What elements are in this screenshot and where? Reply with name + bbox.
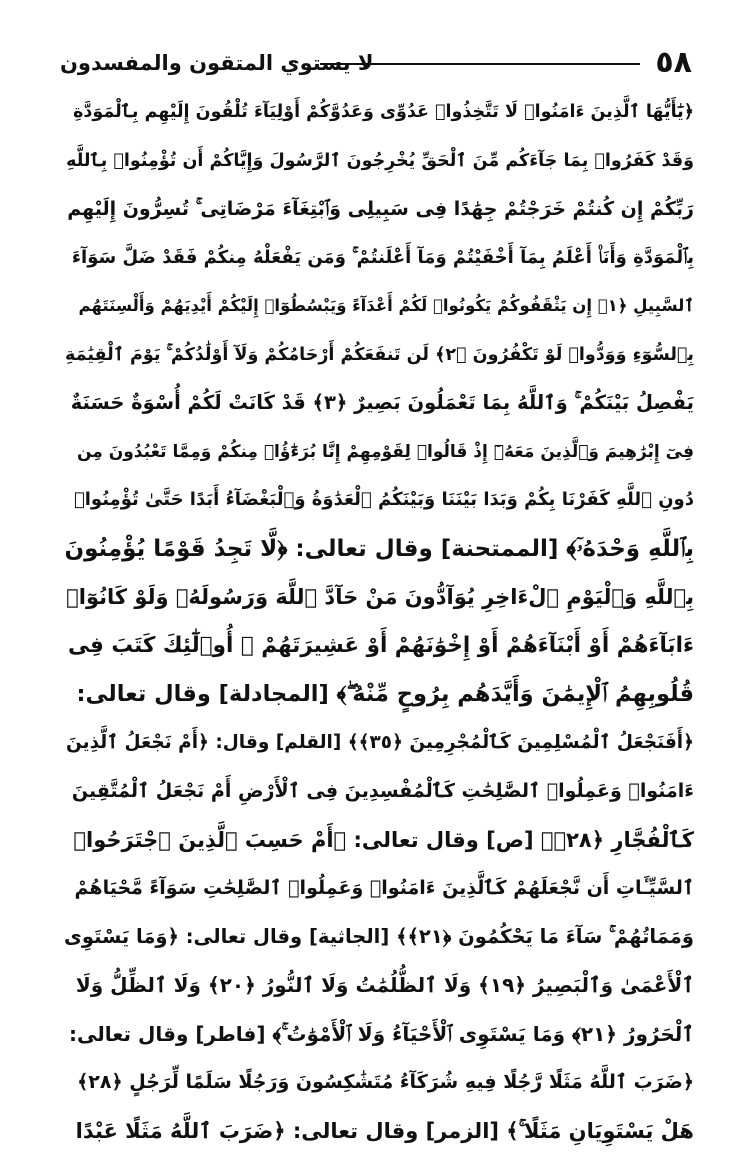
line-text: بِٱللَّهِ وَٱلْيَوْمِ ٱلْءَاخِرِ يُوَآدُّونَ مَنْ حَآدَّ ٱللَّهَ وَرَسُولَهُۥ وَلَوْ كَانُوٓا۟ — [66, 573, 694, 622]
text-line — [64, 864, 694, 913]
line-text: ٱلسَّبِيلِ ﴿١﴾ إِن يَثْقَفُوكُمْ يَكُونُوا۟ لَكُمْ أَعْدَآءً وَيَبْسُطُوٓا۟ إِلَيْكُمْ أَيْدِيَهُمْ وَأَلْسِنَتَهُم — [79, 282, 694, 331]
line-text: ٱلسَّيِّـَٔاتِ أَن نَّجْعَلَهُمْ كَٱلَّذِينَ ءَامَنُوا۟ وَعَمِلُوا۟ ٱلصَّٰلِحَٰتِ سَوَآءً مَّحْيَاهُمْ — [75, 864, 694, 913]
text-line — [64, 961, 694, 1010]
line-text: وَمَمَاتُهُمْ ۚ سَآءَ مَا يَحْكُمُونَ ﴿٢١﴾﴾ [الجاثية] وقال تعالى: ﴿وَمَا يَسْتَوِى — [64, 913, 694, 962]
line-text: دُونِ ٱللَّهِ كَفَرْنَا بِكُمْ وَبَدَا بَيْنَنَا وَبَيْنَكُمُ ٱلْعَدَٰوَةُ وَٱلْبَغْضَآءُ أَبَدًا حَتَّىٰ تُؤْمِنُوا۟ — [74, 476, 694, 525]
text-line — [64, 525, 694, 574]
line-text: بِٱلْمَوَدَّةِ وَأَنَا۠ أَعْلَمُ بِمَآ أَخْفَيْتُمْ وَمَآ أَعْلَنتُمْ ۚ وَمَن يَفْعَلْهُ مِنكُمْ فَقَدْ ضَلَّ سَوَآءَ — [72, 234, 694, 283]
text-line — [64, 428, 694, 477]
text-line — [64, 379, 694, 428]
page-number: ٥٨ — [655, 46, 692, 80]
text-line — [64, 137, 694, 186]
text-line — [64, 816, 694, 865]
line-text: ﴿أَفَنَجْعَلُ ٱلْمُسْلِمِينَ كَٱلْمُجْرِمِينَ ﴿٣٥﴾﴾ [القلم] وقال: ﴿أَمْ نَجْعَلُ ٱلَّذِينَ — [66, 719, 694, 768]
text-line — [64, 1107, 694, 1155]
line-text: وَقَدْ كَفَرُوا۟ بِمَا جَآءَكُم مِّنَ ٱلْحَقِّ يُخْرِجُونَ ٱلرَّسُولَ وَإِيَّاكُمْ أَن تُؤْمِنُوا۟ بِٱللَّهِ — [66, 137, 694, 186]
text-line — [64, 185, 694, 234]
text-line — [64, 622, 694, 671]
text-line — [64, 476, 694, 525]
text-line — [64, 1058, 694, 1107]
line-text: قُلُوبِهِمُ ٱلْإِيمَٰنَ وَأَيَّدَهُم بِرُوحٍ مِّنْهُ ۖ﴾ [المجادلة] وقال تعالى: — [77, 670, 695, 719]
line-text: هَلْ يَسْتَوِيَانِ مَثَلًا ۚ﴾ [الزمر] وقال تعالى: ﴿ضَرَبَ ٱللَّهُ مَثَلًا عَبْدًا — [76, 1107, 694, 1155]
text-line — [64, 282, 694, 331]
text-line — [64, 331, 694, 380]
text-line — [64, 234, 694, 283]
text-line — [64, 573, 694, 622]
line-text: ٱلْحَرُورُ ﴿٢١﴾ وَمَا يَسْتَوِى ٱلْأَحْيَآءُ وَلَا ٱلْأَمْوَٰتُ ۚ﴾ [فاطر] وقال تعالى: — [69, 1010, 694, 1059]
line-text: ﴿يَٰٓأَيُّهَا ٱلَّذِينَ ءَامَنُوا۟ لَا تَتَّخِذُوا۟ عَدُوِّى وَعَدُوَّكُمْ أَوْلِيَآءَ تُلْقُونَ إِلَيْهِم بِٱلْمَوَدَّةِ — [73, 88, 694, 137]
line-text: ﴿ضَرَبَ ٱللَّهُ مَثَلًا رَّجُلًا فِيهِ شُرَكَآءُ مُتَشَٰكِسُونَ وَرَجُلًا سَلَمًا لِّرَجُلٍ ﴿٢٨﴾ — [77, 1058, 694, 1107]
page-header — [60, 44, 692, 84]
text-line — [64, 913, 694, 962]
text-line — [64, 767, 694, 816]
line-text: كَٱلْفُجَّارِ ﴿٢٨﴾﴾ [ص] وقال تعالى: ﴿أَمْ حَسِبَ ٱلَّذِينَ ٱجْتَرَحُوا۟ — [73, 816, 694, 865]
text-line — [64, 719, 694, 768]
running-title: لا يستوي المتقون والمفسدون — [60, 48, 374, 78]
line-text: فِىٓ إِبْرَٰهِيمَ وَٱلَّذِينَ مَعَهُۥٓ إِذْ قَالُوا۟ لِقَوْمِهِمْ إِنَّا بُرَءَٰٓؤُا۟ مِنكُمْ وَمِمَّا تَعْبُدُونَ مِن — [77, 428, 694, 477]
text-line — [64, 1010, 694, 1059]
text-line — [64, 88, 694, 137]
body-text — [64, 88, 694, 1155]
line-text: ءَامَنُوا۟ وَعَمِلُوا۟ ٱلصَّٰلِحَٰتِ كَٱلْمُفْسِدِينَ فِى ٱلْأَرْضِ أَمْ نَجْعَلُ ٱلْمُتَّقِينَ — [72, 767, 694, 816]
line-text: رَبِّكُمْ إِن كُنتُمْ خَرَجْتُمْ جِهَٰدًا فِى سَبِيلِى وَٱبْتِغَآءَ مَرْضَاتِى ۚ تُسِرُّونَ إِلَيْهِم — [67, 185, 694, 234]
line-text: بِٱلسُّوٓءِ وَوَدُّوا۟ لَوْ تَكْفُرُونَ ﴿٢﴾ لَن تَنفَعَكُمْ أَرْحَامُكُمْ وَلَآ أَوْلَٰدُكُمْ ۚ يَوْمَ ٱلْقِيَٰمَةِ — [65, 331, 694, 380]
text-line — [64, 670, 694, 719]
line-text: يَفْصِلُ بَيْنَكُمْ ۚ وَٱللَّهُ بِمَا تَعْمَلُونَ بَصِيرٌ ﴿٣﴾ قَدْ كَانَتْ لَكُمْ أُسْوَةٌ حَسَنَةٌ — [71, 379, 694, 428]
line-text: ٱلْأَعْمَىٰ وَٱلْبَصِيرُ ﴿١٩﴾ وَلَا ٱلظُّلُمَٰتُ وَلَا ٱلنُّورُ ﴿٢٠﴾ وَلَا ٱلظِّلُّ وَلَا — [76, 961, 694, 1010]
line-text: بِٱللَّهِ وَحْدَهُۥٓ﴾ [الممتحنة] وقال تعالى: ﴿لَّا تَجِدُ قَوْمًا يُؤْمِنُونَ — [64, 525, 694, 574]
line-text: ءَابَآءَهُمْ أَوْ أَبْنَآءَهُمْ أَوْ إِخْوَٰنَهُمْ أَوْ عَشِيرَتَهُمْ ۚ أُو۟لَٰٓئِكَ كَتَبَ فِى — [68, 622, 694, 671]
